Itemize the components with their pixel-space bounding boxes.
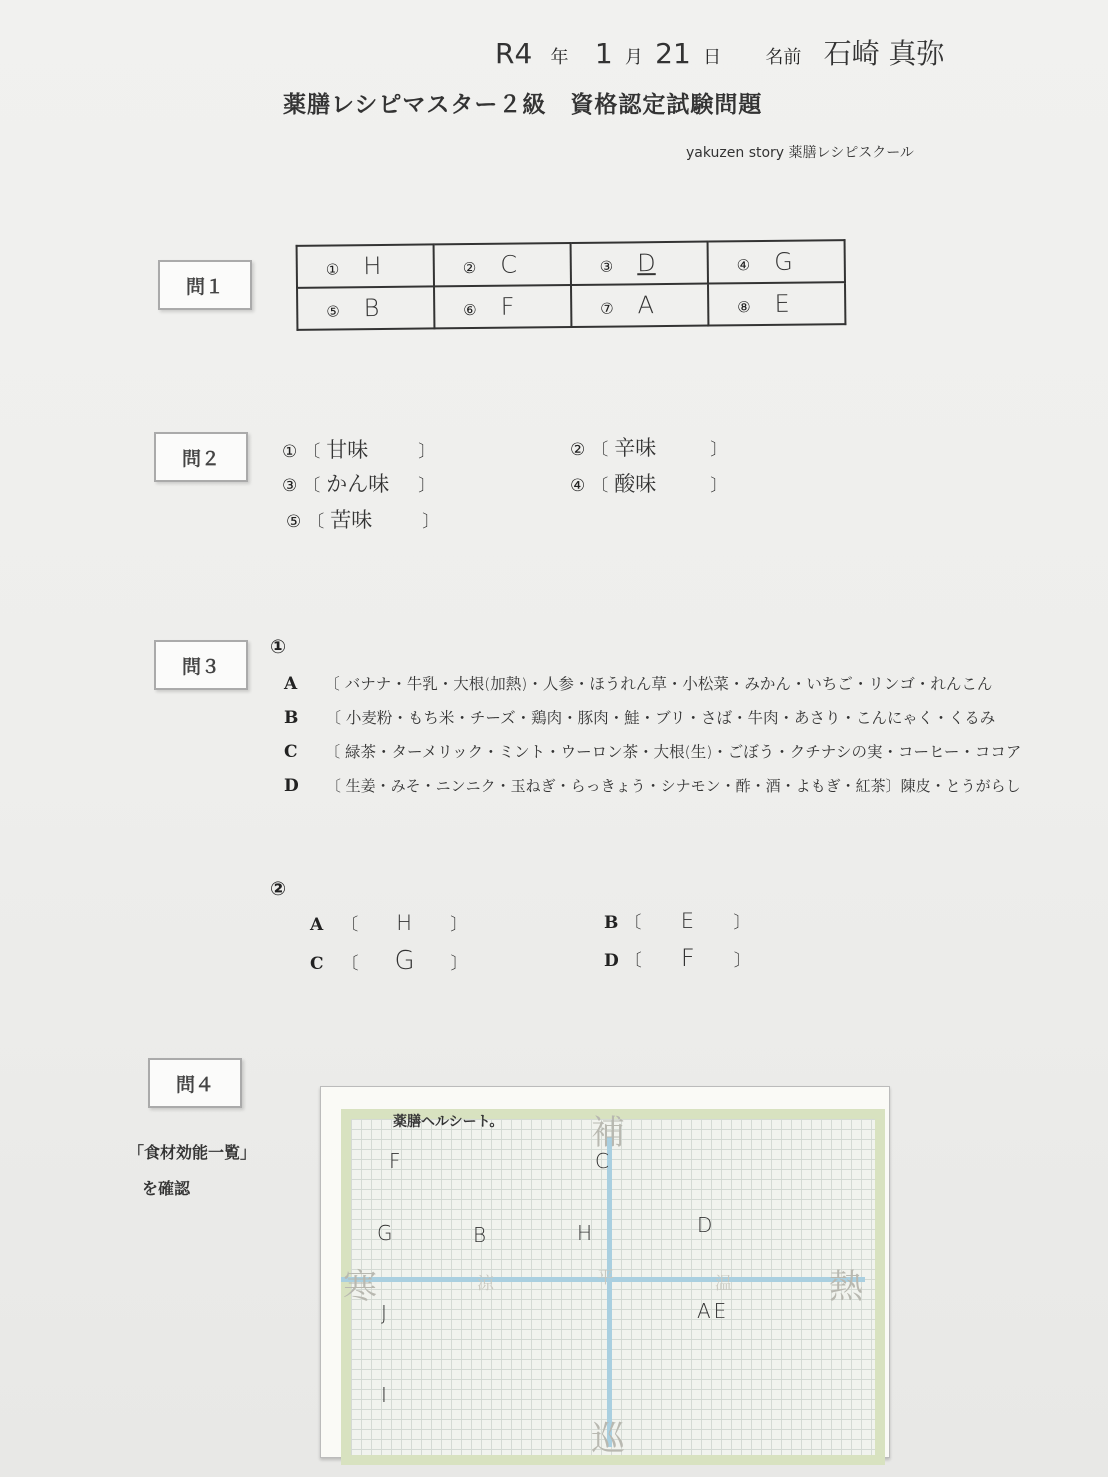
header-date-name xyxy=(495,32,945,72)
food-letter: AE xyxy=(697,1299,730,1323)
q3-line: C 〔 緑茶・ターメリック・ミント・ウーロン茶・大根(生)・ごぼう・クチナシの実・コーヒー・ココア xyxy=(284,742,1022,762)
q1-cell: ⑥ F xyxy=(434,285,571,328)
axis-right-label: 熱 xyxy=(829,1267,863,1307)
month-label: 月 xyxy=(624,47,643,68)
q3-part2-item: B 〔 E 〕 xyxy=(604,909,751,933)
q3-part2-item: D 〔 F 〕 xyxy=(604,944,751,972)
axis-top-label: 補 xyxy=(591,1113,625,1153)
q2-item: ① 〔 甘味 〕 xyxy=(282,438,436,462)
day-label: 日 xyxy=(703,47,722,68)
food-letter: D xyxy=(697,1213,713,1237)
axis-center-label: 平 xyxy=(597,1268,614,1288)
q3-part2-item: A 〔 H 〕 xyxy=(310,911,468,935)
q2-item: ② 〔 辛味 〕 xyxy=(570,436,728,460)
food-letter: I xyxy=(381,1383,387,1407)
q1-cell: ③ D xyxy=(570,242,707,285)
q2-item: ③ 〔 かん味 〕 xyxy=(282,472,436,496)
month: 1 xyxy=(594,37,613,70)
q1-cell: ⑧ E xyxy=(708,282,845,325)
q1-answer-table xyxy=(296,239,847,331)
food-letter: H xyxy=(577,1221,593,1245)
q1-label: 問１ xyxy=(158,260,252,310)
food-letter: G xyxy=(377,1221,393,1245)
q2-item: ④ 〔 酸味 〕 xyxy=(570,472,728,496)
student-name: 石崎 真弥 xyxy=(823,37,945,70)
q1-cell: ④ G xyxy=(707,240,844,283)
q3-part2-number: ② xyxy=(270,878,287,900)
axis-left-label: 寒 xyxy=(343,1267,377,1307)
q3-line: B 〔 小麦粉・もち米・チーズ・鶏肉・豚肉・鮭・ブリ・さば・牛肉・あさり・こんにゃく・くるみ xyxy=(284,708,996,728)
food-letter: F xyxy=(389,1149,401,1173)
sheet-title: 薬膳ヘルシート。 xyxy=(393,1114,504,1130)
name-label: 名前 xyxy=(765,47,802,68)
q3-part1-number: ① xyxy=(270,636,287,658)
food-letter: J xyxy=(381,1301,387,1325)
q3-line: D 〔 生姜・みそ・ニンニク・玉ねぎ・らっきょう・シナモン・酢・酒・よもぎ・紅茶〕陳皮・とうがらし xyxy=(284,776,1021,796)
era: R4 xyxy=(495,37,533,70)
q3-line: A 〔 バナナ・牛乳・大根(加熱)・人参・ほうれん草・小松菜・みかん・いちご・リンゴ・れんこん xyxy=(284,674,993,694)
q1-cell: ⑤ B xyxy=(297,286,434,329)
q1-cell: ⑦ A xyxy=(571,284,708,327)
q2-label: 問２ xyxy=(154,432,248,482)
day: 21 xyxy=(655,37,691,70)
health-sheet xyxy=(320,1086,890,1458)
page-subtitle: yakuzen story 薬膳レシピスクール xyxy=(686,145,914,161)
axis-right-mid-label: 温 xyxy=(715,1274,732,1294)
q3-part2-item: C 〔 G 〕 xyxy=(310,946,468,976)
axis-bottom-label: 巡 xyxy=(591,1419,625,1459)
q3-label: 問３ xyxy=(154,640,248,690)
q1-cell: ① H xyxy=(297,244,434,287)
page-title: 薬膳レシピマスター２級 資格認定試験問題 xyxy=(283,92,763,118)
vertical-axis xyxy=(607,1137,612,1447)
food-letter: C xyxy=(595,1149,609,1173)
q4-label: 問４ xyxy=(148,1058,242,1108)
year-label: 年 xyxy=(550,47,569,68)
axis-left-mid-label: 涼 xyxy=(477,1274,494,1294)
q2-item: ⑤ 〔 苦味 〕 xyxy=(286,508,440,532)
q1-cell: ② C xyxy=(434,243,571,286)
q4-note-line2: を確認 xyxy=(142,1179,191,1198)
food-letter: B xyxy=(473,1223,487,1247)
q4-note-line1: 「食材効能一覧」 xyxy=(128,1143,257,1162)
